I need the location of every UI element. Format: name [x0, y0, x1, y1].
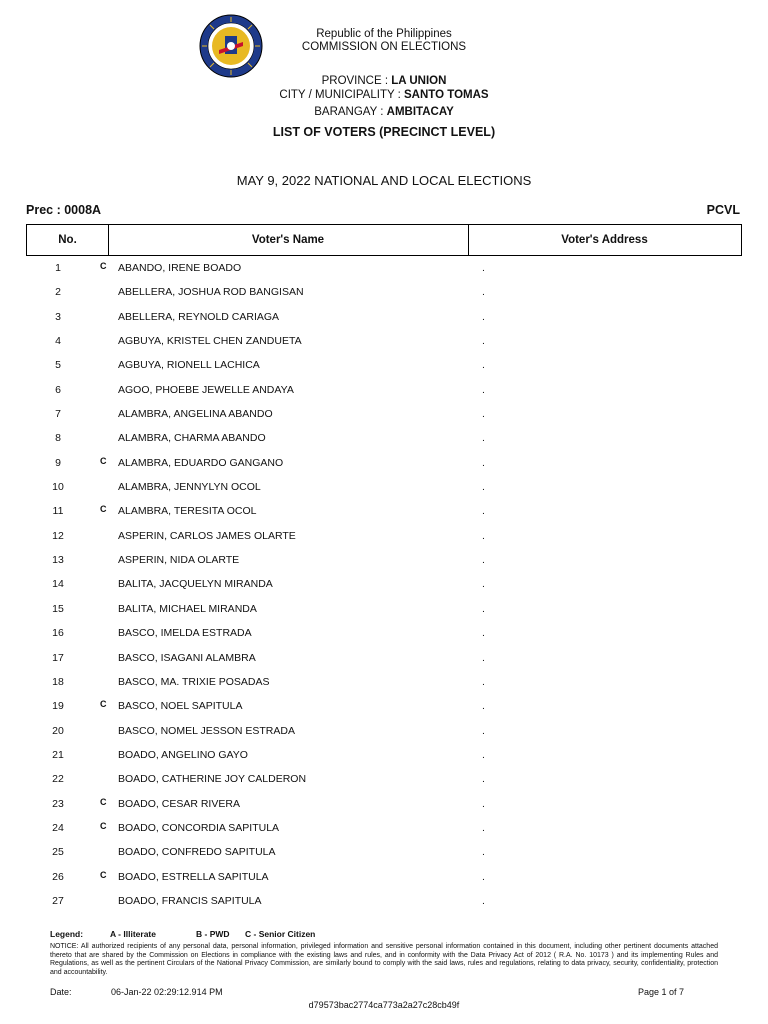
barangay-value: AMBITACAY: [386, 106, 454, 118]
barangay-label: BARANGAY :: [314, 106, 387, 118]
voter-no: 11: [52, 505, 64, 518]
table-row: [26, 574, 742, 598]
date-value: 06-Jan-22 02:29:12.914 PM: [111, 987, 223, 997]
table-row: [26, 818, 742, 842]
voter-name: ASPERIN, NIDA OLARTE: [118, 554, 240, 567]
voter-name: AGBUYA, RIONELL LACHICA: [118, 359, 260, 372]
table-row: [26, 648, 742, 672]
document-hash: d79573bac2774ca773a2a27c28cb49f: [308, 1000, 460, 1010]
voter-no: 16: [52, 627, 64, 640]
voter-no: 2: [55, 286, 61, 299]
voter-name: ALAMBRA, TERESITA OCOL: [118, 505, 257, 518]
voter-address: .: [482, 748, 485, 761]
table-row: [26, 501, 742, 525]
list-code: PCVL: [706, 203, 740, 217]
voter-no: 18: [52, 675, 64, 688]
voter-address: .: [482, 773, 485, 786]
voter-address: .: [482, 894, 485, 907]
voter-no: 7: [55, 408, 61, 421]
voter-address: .: [482, 310, 485, 323]
table-row: [26, 599, 742, 623]
voter-name: BOADO, FRANCIS SAPITULA: [118, 894, 262, 907]
voter-address: .: [482, 602, 485, 615]
voter-no: 22: [52, 773, 64, 786]
table-row: [26, 745, 742, 769]
voter-address: .: [482, 286, 485, 299]
voter-name: ALAMBRA, EDUARDO GANGANO: [118, 456, 284, 469]
voter-address: .: [482, 456, 485, 469]
voter-no: 24: [52, 821, 64, 834]
province-label: PROVINCE :: [321, 75, 392, 87]
precinct-label: Prec : 0008A: [26, 203, 102, 217]
table-row: [26, 794, 742, 818]
voter-name: ABELLERA, REYNOLD CARIAGA: [118, 310, 280, 323]
voter-flag: C: [100, 820, 107, 831]
table-row: [26, 307, 742, 331]
voter-address: .: [482, 651, 485, 664]
table-row: [26, 453, 742, 477]
table-row: [26, 404, 742, 428]
voter-no: 9: [55, 456, 61, 469]
voter-address: .: [482, 554, 485, 567]
table-row: [26, 380, 742, 404]
page-number: Page 1 of 7: [638, 987, 685, 997]
voter-address: .: [482, 846, 485, 859]
voter-name: ALAMBRA, CHARMA ABANDO: [118, 432, 266, 445]
voter-no: 13: [52, 554, 64, 567]
voter-list: [26, 258, 742, 915]
table-row: [26, 623, 742, 647]
table-row: [26, 477, 742, 501]
table-row: [26, 428, 742, 452]
voter-address: .: [482, 797, 485, 810]
voter-address: .: [482, 724, 485, 737]
voter-no: 27: [52, 894, 64, 907]
voter-no: 3: [55, 310, 61, 323]
table-row: [26, 331, 742, 355]
voter-no: 5: [55, 359, 61, 372]
voter-name: BOADO, CESAR RIVERA: [118, 797, 240, 810]
legend-b: B - PWD: [196, 929, 230, 939]
voter-name: BALITA, JACQUELYN MIRANDA: [118, 578, 273, 591]
voter-no: 23: [52, 797, 64, 810]
voter-flag: C: [100, 261, 107, 271]
voter-address: .: [482, 408, 485, 421]
election-title: MAY 9, 2022 NATIONAL AND LOCAL ELECTIONS: [236, 173, 532, 188]
table-row: [26, 891, 742, 915]
voter-address: .: [482, 383, 485, 396]
city-label: CITY / MUNICIPALITY :: [279, 89, 405, 101]
list-title: LIST OF VOTERS (PRECINCT LEVEL): [272, 125, 496, 139]
header-voter-name: Voter's Name: [108, 225, 469, 255]
voter-flag: C: [100, 796, 107, 807]
voter-name: ABELLERA, JOSHUA ROD BANGISAN: [118, 286, 304, 299]
date-label: Date:: [50, 987, 72, 997]
table-row: [26, 355, 742, 379]
voter-address: .: [482, 627, 485, 640]
table-row: [26, 769, 742, 793]
table-row: [26, 672, 742, 696]
voter-name: ABANDO, IRENE BOADO: [118, 262, 242, 274]
voter-no: 1: [55, 262, 61, 274]
republic-text: Republic of the Philippines: [316, 28, 452, 40]
voter-address: .: [482, 481, 485, 494]
voter-name: BOADO, ESTRELLA SAPITULA: [118, 870, 269, 883]
table-row: [26, 550, 742, 574]
voter-no: 25: [52, 846, 64, 859]
table-row: [26, 842, 742, 866]
voter-address: .: [482, 870, 485, 883]
header-no: No.: [27, 225, 109, 255]
voter-name: AGBUYA, KRISTEL CHEN ZANDUETA: [118, 335, 302, 348]
table-header: [26, 224, 742, 256]
legend-label: Legend:: [50, 929, 84, 939]
voter-name: BASCO, ISAGANI ALAMBRA: [118, 651, 256, 664]
voter-address: .: [482, 505, 485, 518]
table-row: [26, 258, 742, 282]
voter-flag: C: [100, 699, 107, 710]
voter-name: BASCO, IMELDA ESTRADA: [118, 627, 252, 640]
voter-address: .: [482, 675, 485, 688]
voter-address: .: [482, 262, 485, 274]
voter-no: 19: [52, 700, 64, 713]
legend-a: A - Illiterate: [110, 929, 156, 939]
voter-name: BOADO, CONFREDO SAPITULA: [118, 846, 276, 859]
voter-no: 8: [55, 432, 61, 445]
voter-name: BALITA, MICHAEL MIRANDA: [118, 602, 257, 615]
voter-address: .: [482, 578, 485, 591]
header-voter-address: Voter's Address: [561, 234, 648, 246]
voter-name: ALAMBRA, JENNYLYN OCOL: [118, 481, 261, 494]
voter-no: 26: [52, 870, 64, 883]
voter-flag: C: [100, 504, 107, 515]
voter-no: 21: [52, 748, 64, 761]
voter-name: BOADO, CONCORDIA SAPITULA: [118, 821, 280, 834]
voter-no: 6: [55, 383, 61, 396]
table-row: [26, 696, 742, 720]
voter-no: 15: [52, 602, 64, 615]
voter-name: BASCO, NOMEL JESSON ESTRADA: [118, 724, 295, 737]
privacy-notice: NOTICE: All authorized recipients of any personal data, personal information, privileged information and sensitive personal information contained in this document, including other pertinent documents attached thereto that are shared by the Commission on Elections in compliance with the existing laws and rules, and in conformity with the Data Privacy Act of 2012 ( R.A. No. 10173 ) and its implementing Rules and Regulations, as well as the pertinent Circulars of the National Privacy Commission, are similarly bound to comply with the said laws, rules and regulations, relating to data privacy, security, confidentiality, protection and accountability.: [50, 943, 718, 976]
table-row: [26, 721, 742, 745]
voter-name: BOADO, ANGELINO GAYO: [118, 748, 248, 761]
voter-name: AGOO, PHOEBE JEWELLE ANDAYA: [118, 383, 294, 396]
voter-no: 20: [52, 724, 64, 737]
barangay-line: [0, 106, 768, 118]
voter-address: .: [482, 529, 485, 542]
commission-text: COMMISSION ON ELECTIONS: [301, 41, 467, 53]
province-line: [0, 75, 768, 87]
voter-name: BASCO, NOEL SAPITULA: [118, 700, 243, 713]
table-row: [26, 282, 742, 306]
voter-address: .: [482, 359, 485, 372]
voter-name: ASPERIN, CARLOS JAMES OLARTE: [118, 529, 296, 542]
voter-no: 10: [52, 481, 64, 494]
voter-address: .: [482, 821, 485, 834]
voter-no: 4: [55, 335, 61, 348]
table-row: [26, 526, 742, 550]
voter-no: 14: [52, 578, 64, 591]
voter-address: .: [482, 335, 485, 348]
voter-name: ALAMBRA, ANGELINA ABANDO: [118, 408, 273, 421]
voter-no: 12: [52, 529, 64, 542]
voter-address: .: [482, 700, 485, 713]
voter-name: BOADO, CATHERINE JOY CALDERON: [118, 773, 307, 786]
voter-no: 17: [52, 651, 64, 664]
province-value: LA UNION: [391, 75, 447, 87]
table-row: [26, 867, 742, 891]
legend-c: C - Senior Citizen: [245, 929, 316, 939]
voter-name: BASCO, MA. TRIXIE POSADAS: [118, 675, 270, 688]
voter-flag: C: [100, 455, 107, 466]
voter-flag: C: [100, 869, 107, 880]
voter-address: .: [482, 432, 485, 445]
city-value: SANTO TOMAS: [404, 89, 489, 101]
city-line: [0, 89, 768, 101]
